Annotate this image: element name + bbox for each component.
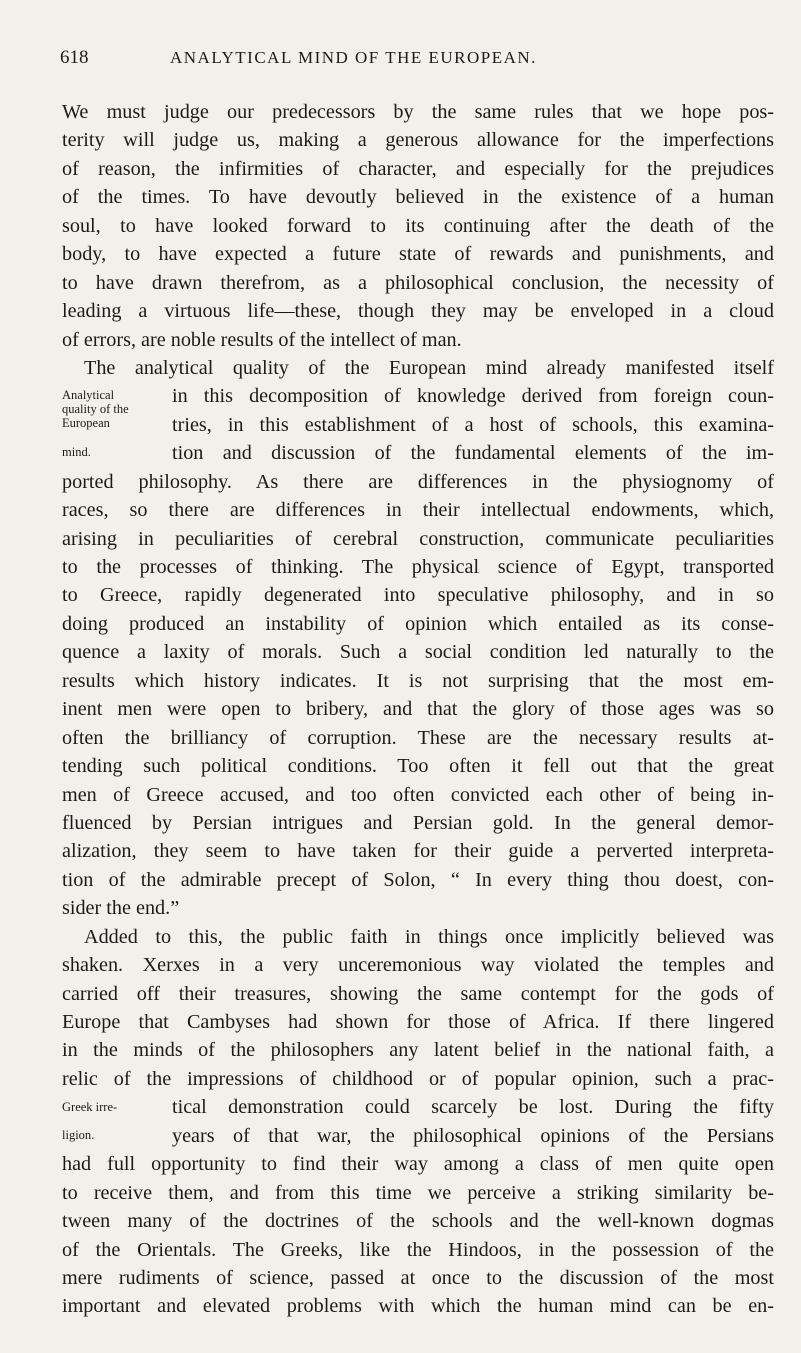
body-text <box>62 98 774 1321</box>
margin-note-greek <box>62 1100 170 1142</box>
text-line: to the processes of thinking. The physical science of Egypt, transported <box>62 556 774 578</box>
text-line: of errors, are noble results of the intellect of man. <box>62 328 462 351</box>
text-line: in the minds of the philosophers any latent belief in the national faith, a <box>62 1039 774 1062</box>
margin-note-block <box>62 382 774 467</box>
text-line: ported philosophy. As there are differences in the physiognomy of <box>62 470 774 493</box>
margin-note-analytical <box>62 388 170 459</box>
text-line: had full opportunity to find their way among a class of men quite open <box>62 1153 774 1176</box>
text-line: of the times. To have devoutly believed in the existence of a human <box>62 186 774 209</box>
text-line: races, so there are differences in their intellectual endowments, which, <box>62 499 774 522</box>
text-line: soul, to have looked forward to its continuing after the death of the <box>62 214 774 237</box>
text-line: tion of the admirable precept of Solon, “ In every thing thou doest, con- <box>62 868 774 891</box>
text-line: fluenced by Persian intrigues and Persian gold. In the general demor- <box>62 811 774 834</box>
text-line: tion and discussion of the fundamental elements of the im- <box>172 442 774 465</box>
running-head: ANALYTICAL MIND OF THE EUROPEAN. <box>170 48 537 67</box>
text-line: results which history indicates. It is not surprising that the most em- <box>62 669 774 692</box>
page-number: 618 <box>60 47 89 68</box>
text-line: arising in peculiarities of cerebral construction, communicate peculiarities <box>62 527 774 550</box>
text-line: in this decomposition of knowledge derived from foreign coun- <box>172 385 774 408</box>
text-line: quence a laxity of morals. Such a social condition led naturally to the <box>62 641 774 664</box>
text-line: to have drawn therefrom, as a philosophical conclusion, the necessity of <box>62 271 774 294</box>
text-line: men of Greece accused, and too often convicted each other of being in- <box>62 783 774 806</box>
text-line: years of that war, the philosophical opinions of the Persians <box>172 1124 774 1147</box>
margin-note-line: quality of the <box>62 402 129 417</box>
text-line: tries, in this establishment of a host of schools, this examina- <box>172 413 774 436</box>
text-line: Added to this, the public faith in things once implicitly believed was <box>84 925 774 948</box>
text-line: to receive them, and from this time we perceive a striking similarity be- <box>62 1181 774 1204</box>
text-line: body, to have expected a future state of rewards and punishments, and <box>62 243 774 266</box>
text-line: tical demonstration could scarcely be lost. During the fifty <box>172 1096 774 1119</box>
text-line: doing produced an instability of opinion which entailed as its conse- <box>62 612 774 635</box>
text-line: sider the end.” <box>62 897 180 920</box>
margin-note-block <box>62 1093 774 1150</box>
text-line: The analytical quality of the European mind already manifested itself <box>84 356 774 379</box>
text-line: alization, they seem to have taken for their guide a perverted interpreta- <box>62 840 774 863</box>
text-line: relic of the impressions of childhood or of popular opinion, such a prac- <box>62 1067 774 1090</box>
page-header <box>60 47 760 77</box>
text-line: tending such political conditions. Too often it fell out that the great <box>62 755 774 778</box>
text-line: important and elevated problems with which the human mind can be en- <box>62 1295 774 1318</box>
text-line: carried off their treasures, showing the same contempt for the gods of <box>62 982 774 1005</box>
margin-note-line: Analytical <box>62 388 115 403</box>
text-line: to Greece, rapidly degenerated into speculative philosophy, and in so <box>62 584 774 607</box>
text-line: shaken. Xerxes in a very unceremonious way violated the temples and <box>62 954 774 977</box>
text-line: mere rudiments of science, passed at once to the discussion of the most <box>62 1266 774 1289</box>
margin-note-line: Greek irre- <box>62 1100 118 1115</box>
text-line: of the Orientals. The Greeks, like the Hindoos, in the possession of the <box>62 1238 774 1261</box>
text-line: Europe that Cambyses had shown for those of Africa. If there lingered <box>62 1011 774 1033</box>
margin-note-line: mind. <box>62 445 91 460</box>
margin-note-line: ligion. <box>62 1128 95 1143</box>
text-line: tween many of the doctrines of the schools and the well-known dogmas <box>62 1210 774 1233</box>
text-line: of reason, the infirmities of character, and especially for the prejudices <box>62 157 774 180</box>
text-line: leading a virtuous life—these, though they may be enveloped in a cloud <box>62 300 774 323</box>
text-line: inent men were open to bribery, and that the glory of those ages was so <box>62 698 774 721</box>
margin-note-line: European <box>62 416 110 431</box>
text-line: We must judge our predecessors by the same rules that we hope pos- <box>62 101 774 123</box>
text-line: terity will judge us, making a generous allowance for the imperfections <box>62 129 774 152</box>
text-line: often the brilliancy of corruption. These are the necessary results at- <box>62 726 774 749</box>
